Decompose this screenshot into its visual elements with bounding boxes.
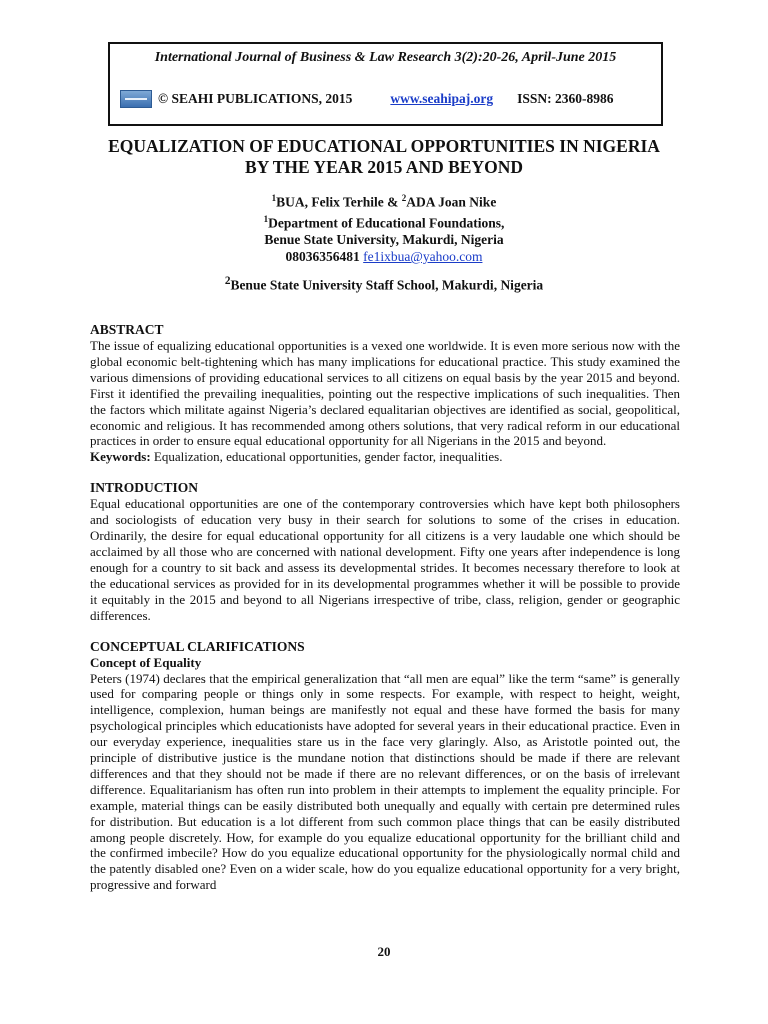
- website-link[interactable]: www.seahipaj.org: [390, 91, 494, 106]
- phone: 08036356481: [285, 249, 364, 264]
- page-number: 20: [377, 944, 391, 959]
- author-sup-2: 2: [401, 193, 407, 203]
- conceptual-heading: CONCEPTUAL CLARIFICATIONS: [90, 638, 305, 654]
- department-name: Department of Educational Foundations,: [268, 215, 505, 230]
- author-2: ADA Joan Nike: [406, 194, 497, 210]
- issn: ISSN: 2360-8986: [517, 91, 614, 106]
- abstract-heading: ABSTRACT: [90, 322, 164, 337]
- abstract-text: The issue of equalizing educational opportunities is a vexed one worldwide. It is even more serious now with the global economic belt-tightening which has many implications for educational practice. This study examined the various dimensions of providing educational services to all citizens on equal basis by the year 2015 and beyond. First it identified the prevailing inequalities, pointing out the respective implications of such inequalities. Then the factors which militate against Nigeria’s declared equalitarian objectives are identified as social, geopolitical, economic and religious. It has recommended among others solutions, that very radical reform in our educational practices in order to ensure equal educational opportunity for all Nigerians in the 2015 and beyond.: [90, 338, 680, 449]
- title-line-2: BY THE YEAR 2015 AND BEYOND: [245, 157, 523, 177]
- journal-header-box: [108, 42, 663, 126]
- publisher-name: © SEAHI PUBLICATIONS, 2015: [158, 91, 353, 106]
- equality-text: Peters (1974) declares that the empirical generalization that “all men are equal” like the term “same” is generally used for comparing people or things only in some respects. For example, with respect to height, weight, intelligence, complexion, human beings are manifestly not equal and these have formed the basis for many psychological principles which educationists have adopted for several years in their educational practice. Even in our everyday experience, inequalities stare us in the face very glaringly. Also, as Aristotle pointed out, the principle of distributive justice is the mundane notion that distinctions should be made if there are relevant differences and that they should not be made if there are no relevant differences, or on the basis of irrelevant difference. Equalitarianism has often run into problem in their attempts to implement the equality principle. For example, material things can be easily distributed both unequally and equally with certain pre determined rules for distribution. But education is a lot different from such common place things that can be easily distributed among people discretely. How, for example do you equalize educational opportunity for the brilliant child and the confirmed imbecile? How do you equalize educational opportunity for the physiologically normal child and the patently disabled one? Even on a wider scale, how do you equalize educational opportunity for a very bright, progressive and forward: [90, 670, 680, 893]
- publisher-line: [120, 90, 614, 108]
- author-block: [100, 190, 668, 265]
- paper-body: [90, 322, 680, 893]
- affil2-text: Benue State University Staff School, Makurdi, Nigeria: [230, 277, 544, 293]
- university: Benue State University, Makurdi, Nigeria: [264, 232, 504, 247]
- title-line-1: EQUALIZATION OF EDUCATIONAL OPPORTUNITIES IN NIGERIA: [108, 136, 660, 156]
- journal-citation: International Journal of Business & Law Research 3(2):20-26, April-June 2015: [154, 50, 617, 65]
- email-link[interactable]: fe1ixbua@yahoo.com: [363, 249, 483, 264]
- department: [100, 211, 668, 232]
- introduction-heading: INTRODUCTION: [90, 480, 199, 496]
- affil2-sup: 2: [224, 275, 231, 287]
- affiliation-2: [100, 275, 668, 294]
- author-names: [100, 190, 668, 211]
- keywords-line: [90, 449, 680, 465]
- publisher-logo-icon: [120, 90, 152, 108]
- author-sup-1: 1: [271, 193, 277, 203]
- equality-subheading: Concept of Equality: [90, 654, 202, 670]
- contact-line: [100, 248, 668, 265]
- keywords-label: Keywords:: [90, 449, 151, 465]
- author-1: BUA, Felix Terhile &: [276, 194, 402, 210]
- dept-sup: 1: [263, 213, 269, 224]
- keywords-text: Equalization, educational opportunities, gender factor, inequalities.: [150, 449, 503, 465]
- introduction-text: Equal educational opportunities are one of the contemporary controversies which have kept both philosophers and sociologists of education very busy in their search for solutions to some of the crises in education. Ordinarily, the desire for equal educational opportunity for all citizens is a very laudable one which should be acclaimed by all those who are concerned with national development. Fifty one years after independence is long enough for a country to sit back and assess its developmental strides. It becomes necessary therefore to look at the educational services as provided for in its developmental programmes whether it will be possible to provide it equitably in the 2015 and beyond to all Nigerians irrespective of tribe, class, religion, gender or geographic differences.: [90, 496, 680, 623]
- paper-title: [60, 136, 708, 178]
